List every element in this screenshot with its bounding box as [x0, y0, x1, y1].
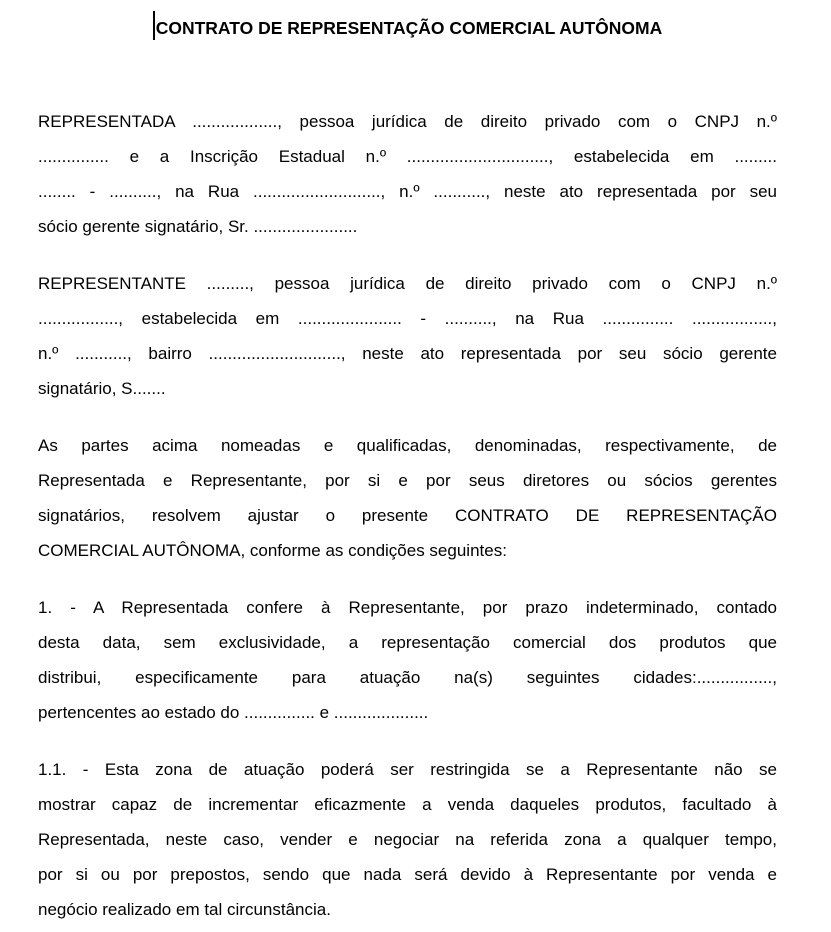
text-line[interactable]: signatários, resolvem ajustar o presente CONTRATO DE REPRESENTAÇÃO — [38, 506, 777, 525]
text-line[interactable]: negócio realizado em tal circunstância. — [38, 900, 331, 919]
paragraph — [38, 266, 777, 406]
text-line[interactable]: n.º ..........., bairro ............................, neste ato representada por seu sócio gerente — [38, 344, 777, 363]
paragraph — [38, 590, 777, 730]
text-line[interactable]: REPRESENTANTE ........., pessoa jurídica de direito privado com o CNPJ n.º — [38, 274, 777, 293]
text-line[interactable]: pertencentes ao estado do ............... e .................... — [38, 703, 429, 722]
text-line[interactable]: desta data, sem exclusividade, a representação comercial dos produtos que — [38, 633, 777, 652]
paragraph — [38, 752, 777, 927]
text-line[interactable]: ............... e a Inscrição Estadual n.º .............................., estabelecida em ......... — [38, 147, 777, 166]
text-line[interactable]: REPRESENTADA .................., pessoa jurídica de direito privado com o CNPJ n.º — [38, 112, 777, 131]
text-line[interactable]: 1.1. - Esta zona de atuação poderá ser restringida se a Representante não se — [38, 760, 777, 779]
text-line[interactable]: COMERCIAL AUTÔNOMA, conforme as condições seguintes: — [38, 541, 507, 560]
document-body[interactable] — [38, 104, 777, 927]
text-line[interactable]: mostrar capaz de incrementar eficazmente a venda daqueles produtos, facultado à — [38, 795, 777, 814]
text-line[interactable]: As partes acima nomeadas e qualificadas, denominadas, respectivamente, de — [38, 436, 777, 455]
text-line[interactable]: sócio gerente signatário, Sr. ...................... — [38, 217, 358, 236]
document-title-text: CONTRATO DE REPRESENTAÇÃO COMERCIAL AUTÔNOMA — [155, 18, 663, 38]
text-line[interactable]: Representada e Representante, por si e por seus diretores ou sócios gerentes — [38, 471, 777, 490]
text-line[interactable]: 1. - A Representada confere à Representante, por prazo indeterminado, contado — [38, 598, 777, 617]
text-line[interactable]: Representada, neste caso, vender e negociar na referida zona a qualquer tempo, — [38, 830, 777, 849]
paragraph — [38, 428, 777, 568]
text-line[interactable]: distribui, especificamente para atuação na(s) seguintes cidades:................, — [38, 668, 777, 687]
text-cursor-caret — [153, 11, 155, 40]
text-line[interactable]: ................., estabelecida em ...................... - .........., na Rua ............... ................., — [38, 309, 777, 328]
document-title — [38, 5, 777, 42]
text-line[interactable]: signatário, S....... — [38, 379, 166, 398]
text-line[interactable]: ........ - .........., na Rua ..........................., n.º ..........., neste ato representada por seu — [38, 182, 777, 201]
paragraph — [38, 104, 777, 244]
text-line[interactable]: por si ou por prepostos, sendo que nada será devido à Representante por venda e — [38, 865, 777, 884]
